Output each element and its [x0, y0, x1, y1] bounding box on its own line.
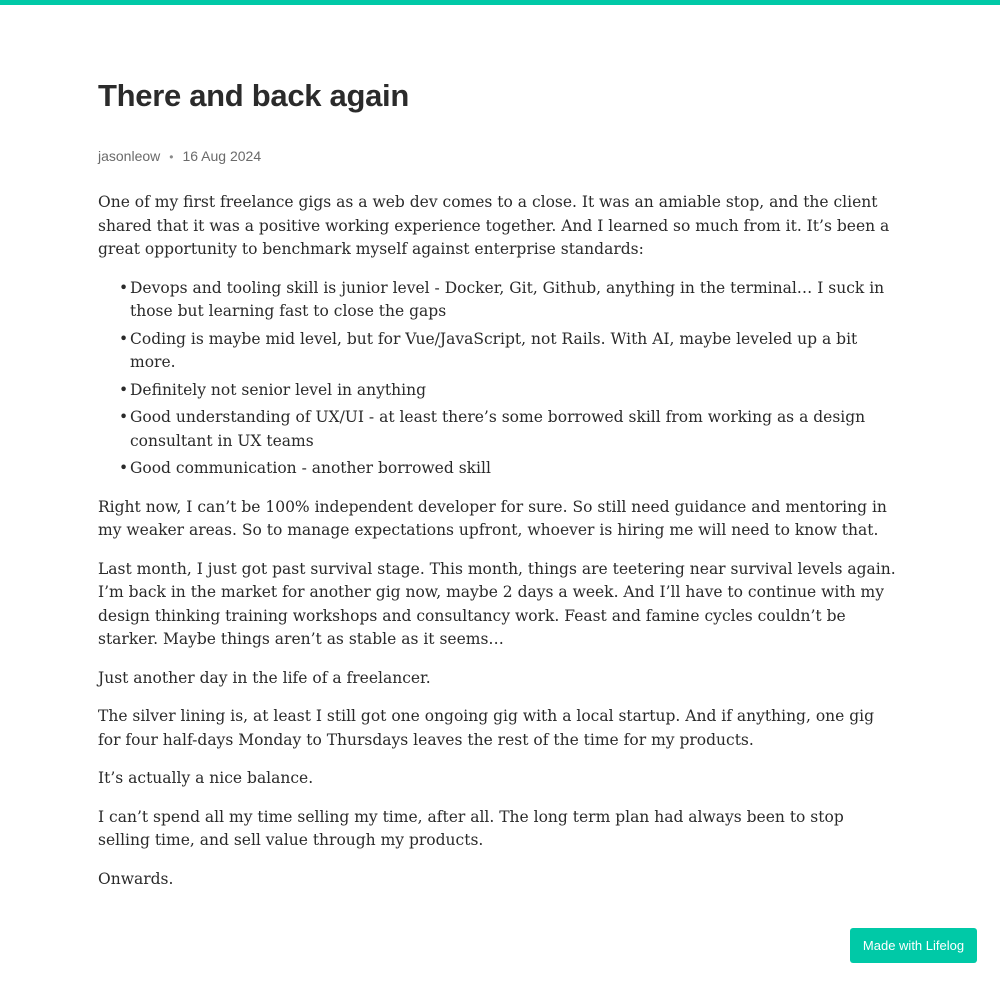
paragraph: I can’t spend all my time selling my time, after all. The long term plan had always been to stop selling time, and sell value through my products. — [98, 807, 844, 849]
post-date: 16 Aug 2024 — [182, 148, 262, 164]
list-item: • Good understanding of UX/UI - at least there’s some borrowed skill from working as a design consultant in UX teams — [130, 406, 898, 453]
list-item: • Devops and tooling skill is junior level - Docker, Git, Github, anything in the terminal… I suck in those but learning fast to close the gaps — [130, 277, 898, 324]
paragraph: Last month, I just got past survival stage. This month, things are teetering near survival levels again. I’m back in the market for another gig now, maybe 2 days a week. And I’ll have to continue with my design thinking training workshops and consultancy work. Feast and famine cycles couldn’t be starker. Maybe things aren’t as stable as it seems… — [98, 559, 896, 648]
article-body — [98, 191, 898, 906]
paragraph: Onwards. — [98, 869, 174, 888]
paragraph-intro: One of my first freelance gigs as a web dev comes to a close. It was an amiable stop, and the client shared that it was a positive working experience together. And I learned so much from it. It’s been a great opportunity to benchmark myself against enterprise standards: — [98, 193, 890, 258]
paragraph: The silver lining is, at least I still got one ongoing gig with a local startup. And if anything, one gig for four half-days Monday to Thursdays leaves the rest of the time for my products. — [98, 707, 875, 749]
post-meta — [98, 146, 261, 167]
paragraph: It’s actually a nice balance. — [98, 769, 314, 787]
paragraph: Just another day in the life of a freelancer. — [98, 668, 431, 687]
made-with-lifelog-button[interactable]: Made with Lifelog — [850, 928, 977, 963]
meta-separator: • — [169, 150, 174, 164]
paragraph: Right now, I can’t be 100% independent developer for sure. So still need guidance and mentoring in my weaker areas. So to manage expectations upfront, whoever is hiring me will need to know that. — [98, 497, 887, 539]
list-item: • Coding is maybe mid level, but for Vue/JavaScript, not Rails. With AI, maybe leveled up a bit more. — [130, 328, 898, 375]
author-name[interactable]: jasonleow — [98, 148, 161, 164]
top-accent-bar — [0, 0, 1000, 5]
skills-list — [98, 277, 898, 481]
list-item: • Good communication - another borrowed skill — [130, 457, 898, 481]
page-title: There and back again — [98, 78, 409, 113]
list-item: • Definitely not senior level in anything — [130, 379, 898, 403]
